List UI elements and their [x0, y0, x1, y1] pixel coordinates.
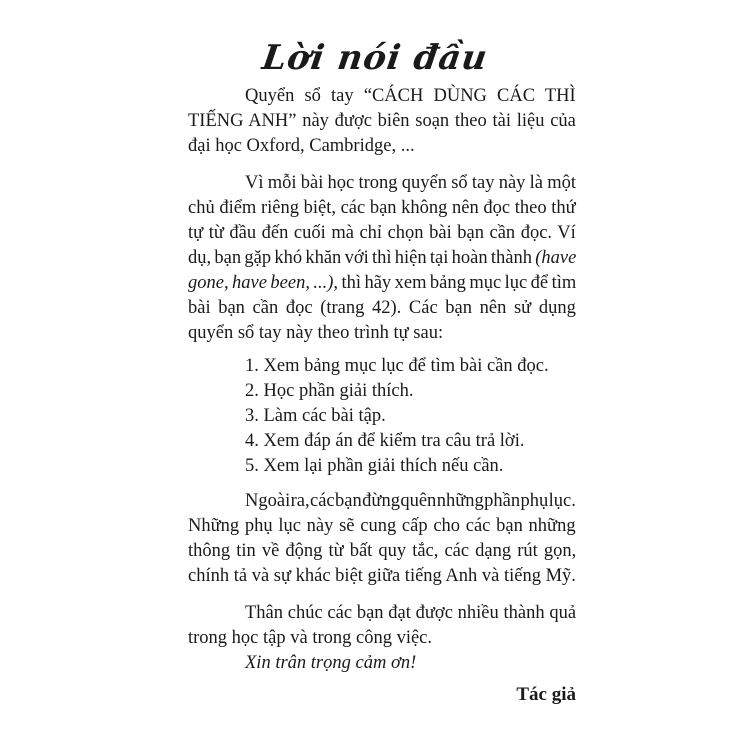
signature: Tác giả: [516, 684, 576, 705]
paragraph-line: tự từ đầu đến cuối mà chỉ chọn bài bạn cần đọc. Ví: [188, 223, 576, 243]
paragraph-line: Thân chúc các bạn đạt được nhiều thành quả: [245, 603, 577, 623]
paragraph-line: [188, 246, 576, 271]
step-item: 5. Xem lại phần giải thích nếu cần.: [245, 456, 504, 476]
paragraph-line: TIẾNG ANH” này được biên soạn theo tài liệu của: [188, 111, 576, 131]
paragraph-line: chủ điểm riêng biệt, các bạn không nên đọc theo thứ: [188, 198, 576, 218]
italic-text: (have: [535, 248, 577, 268]
step-item: 2. Học phần giải thích.: [245, 381, 414, 401]
step-item: 3. Làm các bài tập.: [245, 406, 386, 426]
paragraph-line: đại học Oxford, Cambridge, ...: [188, 136, 415, 156]
italic-text: gone, have been, ...),: [188, 273, 339, 293]
page-title: Lời nói đầu: [259, 38, 491, 78]
step-item: 1. Xem bảng mục lục để tìm bài cần đọc.: [245, 356, 549, 376]
paragraph-line: thông tin về động từ bất quy tắc, các dạng rút gọn,: [188, 541, 577, 561]
paragraph-line: bài bạn cần đọc (trang 42). Các bạn nên sử dụng: [188, 298, 576, 318]
thanks-line: Xin trân trọng cảm ơn!: [245, 653, 417, 673]
text: thì hãy xem bảng mục lục để tìm: [341, 273, 577, 293]
paragraph-line: Vì mỗi bài học trong quyển sổ tay này là một: [245, 173, 576, 193]
text: dụ, bạn gặp khó khăn với thì hiện tại hoàn thành: [188, 248, 532, 268]
paragraph-line: quyển sổ tay này theo trình tự sau:: [188, 323, 444, 343]
paragraph-line: Ngoài ra, các bạn đừng quên những phần phụ lục.: [245, 491, 576, 511]
paragraph-line: trong học tập và trong công việc.: [188, 628, 433, 648]
paragraph-line: Những phụ lục này sẽ cung cấp cho các bạn những: [188, 516, 576, 536]
paragraph-line: [188, 271, 576, 296]
paragraph-line: Quyển sổ tay “CÁCH DÙNG CÁC THÌ: [245, 86, 576, 106]
paragraph-line: chính tả và sự khác biệt giữa tiếng Anh và tiếng Mỹ.: [188, 566, 576, 586]
step-item: 4. Xem đáp án để kiểm tra câu trả lời.: [245, 431, 525, 451]
